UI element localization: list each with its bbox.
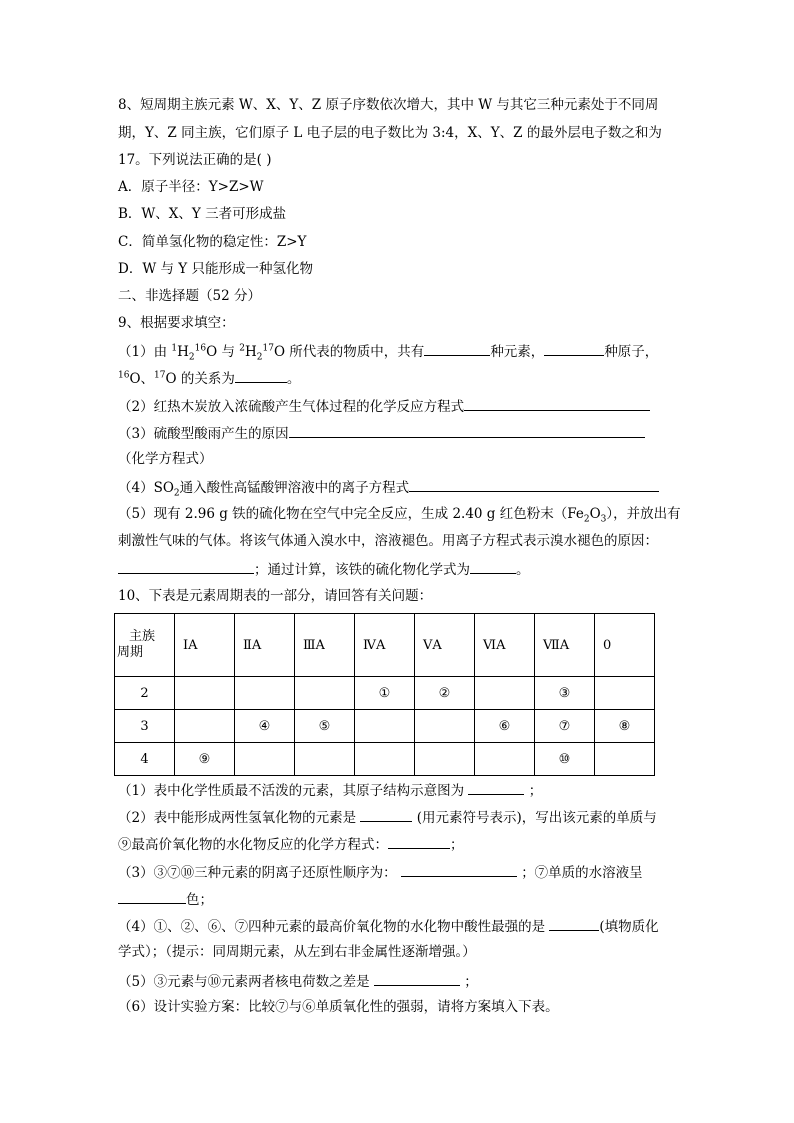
table-cell: ① — [355, 677, 415, 710]
q9-part3-note: （化学方程式） — [118, 451, 213, 467]
q9-part1-line2: $^{16}$O、$^{17}$O 的关系为 。 — [118, 368, 300, 388]
q10-part4-line2: 学式）；（提示：同周期元素，从左到右非金属性逐渐增强。） — [118, 944, 476, 960]
q9-part4: $(4)SO_2$通入酸性高锰酸钾溶液中的离子方程式 — [118, 477, 659, 497]
table-row — [115, 677, 655, 710]
table-cell — [235, 677, 295, 710]
q9-part5-line2: 刺激性气味的气体。将该气体通入溴水中，溶液褪色。用离子方程式表示溴水褪色的原因： — [118, 533, 658, 549]
answer-blank[interactable] — [549, 916, 599, 931]
q8-stem-line2: 期，Y、Z 同主族，它们原子 L 电子层的电子数比为 3:4，X、Y、Z 的最外层电子数之和为 — [118, 125, 662, 141]
periodic-table — [114, 613, 655, 776]
group-header: ⅥA — [475, 614, 535, 677]
table-cell: ⑧ — [595, 710, 655, 743]
q10-part3-line2: 色； — [118, 889, 213, 909]
q9-part2: （2）红热木炭放入浓硫酸产生气体过程的化学反应方程式 — [118, 396, 650, 416]
table-cell — [415, 710, 475, 743]
table-cell — [475, 743, 535, 776]
q10-part5: （5）③元素与⑩元素两者核电荷数之差是 ； — [118, 971, 478, 991]
answer-blank[interactable] — [409, 477, 659, 492]
answer-blank[interactable] — [544, 341, 604, 356]
q10-part2-line2: ⑨最高价氧化物的水化物反应的化学方程式： ； — [118, 834, 464, 854]
table-cell — [175, 710, 235, 743]
table-cell — [235, 743, 295, 776]
period-label: 2 — [115, 677, 175, 710]
answer-blank[interactable] — [470, 559, 516, 574]
q8-stem-line1: 8、短周期主族元素 W、X、Y、Z 原子序数依次增大，其中 W 与其它三种元素处于不同周 — [118, 97, 659, 113]
table-cell — [595, 743, 655, 776]
q10-part1: （1）表中化学性质最不活泼的元素，其原子结构示意图为 ； — [118, 780, 542, 800]
answer-blank[interactable] — [401, 862, 517, 877]
group-header: ⅤA — [415, 614, 475, 677]
answer-blank[interactable] — [235, 368, 287, 383]
table-cell — [415, 743, 475, 776]
q10-part4: （4）①、②、⑥、⑦四种元素的最高价氧化物的水化物中酸性最强的是 (填物质化 — [118, 916, 659, 936]
group-header: ⅠA — [175, 614, 235, 677]
answer-blank[interactable] — [388, 834, 450, 849]
period-label: 4 — [115, 743, 175, 776]
q9-title: 9、根据要求填空： — [118, 315, 235, 331]
q9-part5-line3: ；通过计算，该铁的硫化物化学式为 。 — [118, 559, 530, 579]
table-cell — [595, 677, 655, 710]
q10-part2: （2）表中能形成两性氢氧化物的元素是 (用元素符号表示)，写出该元素的单质与 — [118, 807, 657, 827]
table-cell: ⑩ — [535, 743, 595, 776]
table-cell — [295, 743, 355, 776]
table-cell: ⑤ — [295, 710, 355, 743]
period-label: 3 — [115, 710, 175, 743]
q10-part6: （6）设计实验方案：比较⑦与⑥单质氧化性的强弱，请将方案填入下表。 — [118, 999, 559, 1015]
group-header: ⅣA — [355, 614, 415, 677]
section-heading: 二、非选择题（52 分） — [118, 288, 261, 304]
answer-blank[interactable] — [374, 971, 460, 986]
answer-blank[interactable] — [468, 780, 524, 795]
q10-title: 10、下表是元素周期表的一部分，请回答有关问题： — [118, 588, 433, 604]
table-row — [115, 743, 655, 776]
answer-blank[interactable] — [118, 889, 186, 904]
table-cell: ② — [415, 677, 475, 710]
q9-part1: （1）由 $^1H_2^{16}O$ 与 $^2H_2^{17}O$ 所代表的物质中，共有 种元素， 种原子， — [118, 341, 658, 361]
table-cell — [355, 743, 415, 776]
q9-part3: （3）硫酸型酸雨产生的原因 — [118, 423, 645, 443]
table-corner-cell: 主族 周期 — [115, 614, 175, 677]
table-cell: ③ — [535, 677, 595, 710]
table-cell — [175, 677, 235, 710]
table-cell — [355, 710, 415, 743]
group-header: ⅡA — [235, 614, 295, 677]
table-cell: ⑨ — [175, 743, 235, 776]
q10-part3: （3）③⑦⑩三种元素的阴离子还原性顺序为： ；⑦单质的水溶液呈 — [118, 862, 643, 882]
answer-blank[interactable] — [424, 341, 490, 356]
table-cell: ④ — [235, 710, 295, 743]
q8-option-b: B．W、X、Y 三者可形成盐 — [118, 206, 287, 222]
q8-stem-line3: 17。下列说法正确的是( ) — [118, 152, 272, 168]
answer-blank[interactable] — [464, 396, 650, 411]
table-row — [115, 710, 655, 743]
table-cell: ⑥ — [475, 710, 535, 743]
q8-option-a: A．原子半径：Y>Z>W — [118, 179, 264, 195]
group-header: ⅢA — [295, 614, 355, 677]
answer-blank[interactable] — [360, 807, 412, 822]
group-header: 0 — [595, 614, 655, 677]
answer-blank[interactable] — [289, 423, 645, 438]
q8-option-c: C．简单氢化物的稳定性：Z>Y — [118, 234, 307, 250]
table-cell: ⑦ — [535, 710, 595, 743]
q8-option-d: D．W 与 Y 只能形成一种氢化物 — [118, 261, 313, 277]
group-header: ⅦA — [535, 614, 595, 677]
table-cell — [475, 677, 535, 710]
table-cell — [295, 677, 355, 710]
q9-part5-line1: （5）现有 2.96 g 铁的硫化物在空气中完全反应，生成 2.40 g 红色粉末$(Fe_2O_3)$，并放出有 — [118, 506, 681, 525]
answer-blank[interactable] — [118, 559, 254, 574]
